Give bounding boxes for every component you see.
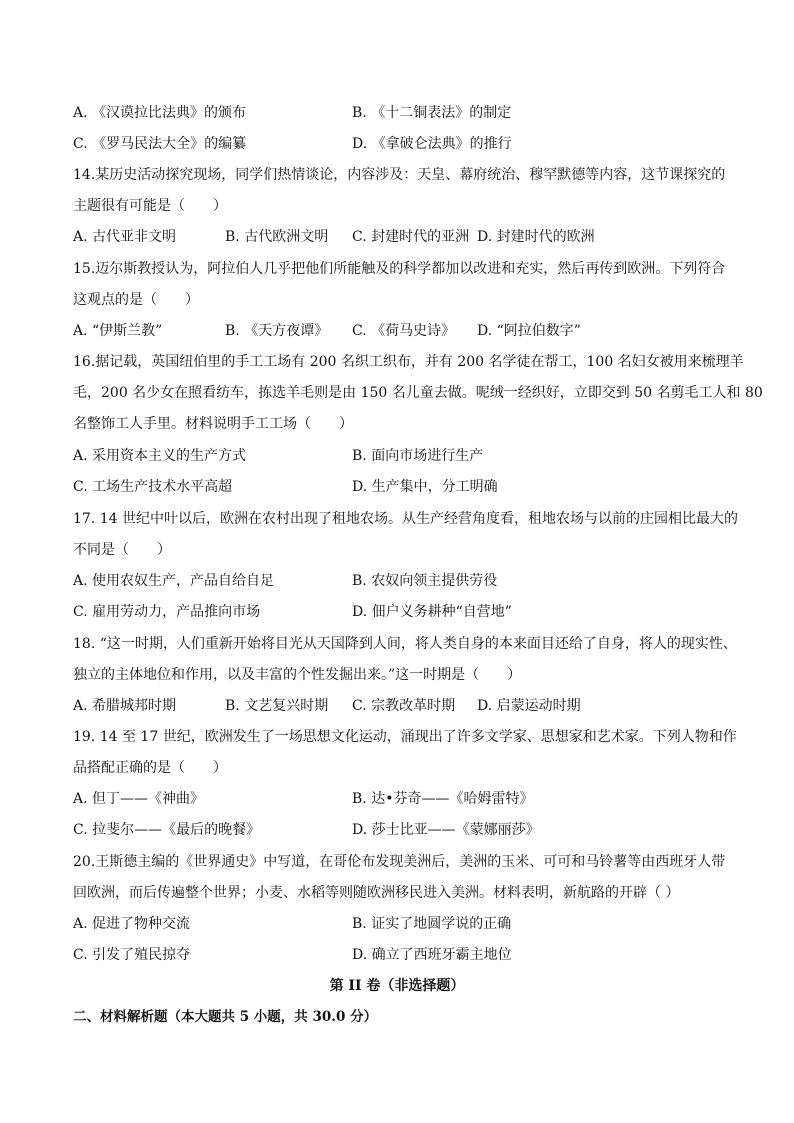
q18-option-a: A. 希腊城邦时期: [73, 698, 177, 714]
part2-title: 第 II 卷（非选择题）: [329, 978, 465, 994]
q15-options: [73, 321, 733, 341]
q19-option-a: A. 但丁——《神曲》: [73, 791, 205, 807]
q20-stem-line1: 20.王斯德主编的《世界通史》中写道，在哥伦布发现美洲后，美洲的玉米、可可和马铃薯等由西班牙人带: [73, 854, 726, 870]
q16-stem-line1: 16.据记载，英国纽伯里的手工工场有 200 名织工织布，并有 200 名学徒在帮工，100 名妇女被用来梳理羊: [73, 354, 744, 370]
q20-option-c: C. 引发了殖民掠夺: [73, 947, 191, 963]
q20-option-a: A. 促进了物种交流: [73, 916, 191, 932]
q18-options: [73, 696, 733, 716]
q18-option-d: D. 启蒙运动时期: [477, 698, 581, 714]
q13-option-b: B. 《十二铜表法》的制定: [352, 105, 512, 121]
q17-option-d: D. 佃户义务耕种“自营地”: [352, 604, 512, 620]
q14-option-d: D. 封建时代的欧洲: [477, 229, 595, 245]
q19-stem-line2: 品搭配正确的是（ ）: [73, 760, 227, 776]
q14-option-c: C. 封建时代的亚洲: [352, 229, 470, 245]
q14-option-b: B. 古代欧洲文明: [225, 229, 329, 245]
q17-option-c: C. 雇用劳动力，产品推向市场: [73, 604, 261, 620]
q20-option-d: D. 确立了西班牙霸主地位: [352, 947, 512, 963]
q13-option-c: C. 《罗马民法大全》的编纂: [73, 136, 247, 152]
q16-option-d: D. 生产集中，分工明确: [352, 479, 498, 495]
q16-stem-line3: 名整饰工人手里。材料说明手工工场（ ）: [73, 416, 353, 432]
q17-option-a: A. 使用农奴生产，产品自给自足: [73, 573, 275, 589]
q15-stem-line1: 15.迈尔斯教授认为，阿拉伯人几乎把他们所能触及的科学都加以改进和充实，然后再传到欧洲。下列符合: [73, 261, 726, 277]
q13-option-d: D. 《拿破仑法典》的推行: [352, 136, 512, 152]
q17-stem-line1: 17. 14 世纪中叶以后，欧洲在农村出现了租地农场。从生产经营角度看，租地农场与以前的庄园相比最大的: [73, 511, 738, 527]
q18-stem-line2: 独立的主体地位和作用，以及丰富的个性发掘出来。”这一时期是（ ）: [73, 667, 522, 683]
q18-option-b: B. 文艺复兴时期: [225, 698, 329, 714]
q18-option-c: C. 宗教改革时期: [352, 698, 456, 714]
q20-stem-line2: 回欧洲，而后传遍整个世界；小麦、水稻等则随欧洲移民进入美洲。材料表明，新航路的开辟（ ）: [73, 885, 680, 901]
q16-option-a: A. 采用资本主义的生产方式: [73, 448, 247, 464]
q20-option-b: B. 证实了地圆学说的正确: [352, 916, 512, 932]
q16-option-b: B. 面向市场进行生产: [352, 448, 484, 464]
q14-stem-line2: 主题很有可能是（ ）: [73, 198, 227, 214]
q15-option-c: C. 《荷马史诗》: [352, 323, 456, 339]
q19-option-b: B. 达•芬奇——《哈姆雷特》: [352, 791, 534, 807]
q14-option-a: A. 古代亚非文明: [73, 229, 177, 245]
q19-option-c: C. 拉斐尔——《最后的晚餐》: [73, 822, 261, 838]
q15-option-b: B. 《天方夜谭》: [225, 323, 329, 339]
q14-options: [73, 227, 733, 247]
section-heading: 二、材料解析题（本大题共 5 小题，共 30.0 分）: [73, 1009, 378, 1025]
q15-stem-line2: 这观点的是（ ）: [73, 292, 199, 308]
q16-stem-line2: 毛，200 名少女在照看纺车，拣选羊毛则是由 150 名儿童去做。呢绒一经织好，立即交到 50 名剪毛工人和 80: [73, 385, 763, 401]
q14-stem-line1: 14.某历史活动探究现场，同学们热情谈论，内容涉及：天皇、幕府统治、穆罕默德等内容，这节课探究的: [73, 167, 726, 183]
q19-stem-line1: 19. 14 至 17 世纪，欧洲发生了一场思想文化运动，涌现出了许多文学家、思想家和艺术家。下列人物和作: [73, 729, 737, 745]
q16-option-c: C. 工场生产技术水平高超: [73, 479, 233, 495]
q15-option-a: A. “伊斯兰教”: [73, 323, 163, 339]
q17-stem-line2: 不同是（ ）: [73, 542, 171, 558]
q13-option-a: A. 《汉谟拉比法典》的颁布: [73, 105, 247, 121]
q15-option-d: D. “阿拉伯数字”: [477, 323, 581, 339]
q18-stem-line1: 18. “这一时期，人们重新开始将目光从天国降到人间，将人类自身的本来面目还给了自身，将人的现实性、: [73, 636, 737, 652]
q19-option-d: D. 莎士比亚——《蒙娜丽莎》: [352, 822, 540, 838]
q17-option-b: B. 农奴向领主提供劳役: [352, 573, 498, 589]
